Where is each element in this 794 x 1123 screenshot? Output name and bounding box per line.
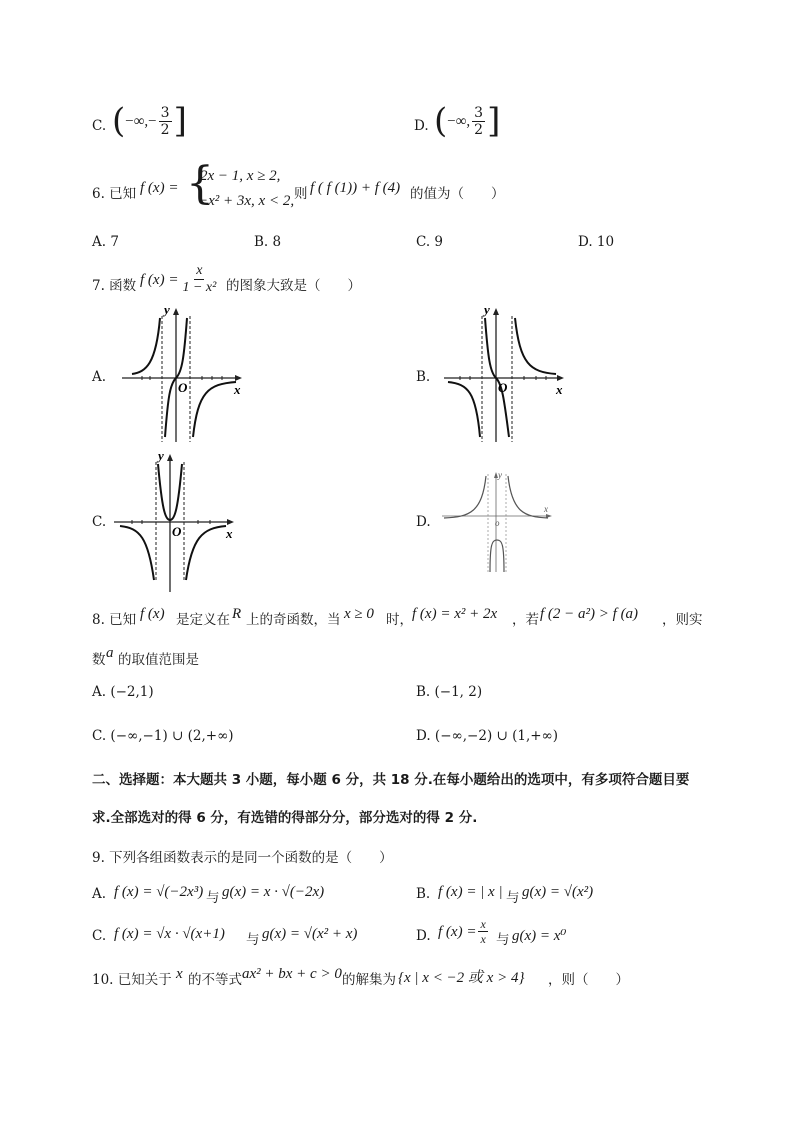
q9-option-b-label: B. [416, 886, 431, 902]
section-2-heading-line1: 二、选择题：本大题共 3 小题，每小题 6 分，共 18 分.在每小题给出的选项中，有多项符合题目要 [92, 772, 690, 788]
q10-text-c: 的解集为 [342, 972, 396, 988]
q8-fx: f (x) [140, 606, 165, 622]
q7-function: f (x) = $\frac{x}{\text{1 − x²}}$ [140, 263, 217, 295]
q6-then: 则 [294, 186, 308, 202]
q6-prefix: 6. 已知 [92, 186, 137, 202]
q6-option-c: C. 9 [416, 234, 444, 250]
q5-option-d-expr: (−∞, $\frac{3}{2}$ ] [434, 101, 501, 141]
q8-option-d: D. (−∞,−2) ∪ (1,+∞) [416, 728, 559, 744]
graph-d [440, 468, 560, 576]
q10-prefix: 10. 已知关于 [92, 972, 172, 988]
q6-option-d: D. 10 [578, 234, 615, 250]
q9-option-b-g: g(x) = √(x²) [522, 884, 594, 900]
q7-option-d-label: D. [416, 514, 431, 530]
q8-equation: f (x) = x² + 2x [412, 606, 498, 622]
graph-c [112, 448, 242, 594]
q9-option-c-mid: 与 [246, 932, 260, 948]
q6-option-a: A. 7 [92, 234, 119, 250]
graph-a-y-label: y [164, 302, 170, 317]
q8-option-c: C. (−∞,−1) ∪ (2,+∞) [92, 728, 234, 744]
graph-a-origin-label: O [178, 380, 188, 395]
q9-option-d-mid: 与 [496, 932, 510, 948]
section-2-heading-line2: 求.全部选对的得 6 分，有选错的得部分分，部分选对的得 2 分. [92, 810, 478, 826]
q8-text-c: 上的奇函数，当 [246, 612, 341, 628]
q10-var-x: x [176, 966, 183, 982]
q7-suffix: 的图象大致是（ ） [226, 278, 361, 294]
q6-expression: f ( f (1)) + f (4) [310, 180, 401, 196]
q8-text-d: 时， [386, 612, 413, 628]
q9-option-b-mid: 与 [506, 890, 520, 906]
graph-b-origin-label: O [498, 380, 508, 395]
q8-prefix: 8. 已知 [92, 612, 137, 628]
q6-brace: { [186, 158, 214, 209]
q5-option-d-label: D. [414, 118, 429, 134]
q7-option-c-label: C. [92, 514, 107, 530]
q6-case-1: 2x − 1, x ≥ 2, [200, 168, 281, 184]
q9-option-c-f: f (x) = √x · √(x+1) [114, 926, 225, 942]
graph-b-y-label: y [484, 302, 490, 317]
q9-option-a-label: A. [92, 886, 107, 902]
q8-var-a: a [106, 645, 114, 661]
q7-prefix: 7. 函数 [92, 278, 137, 294]
graph-c-x-label: x [226, 526, 233, 541]
q9-option-d-label: D. [416, 928, 431, 944]
q8-text-b: 是定义在 [176, 612, 230, 628]
q8-option-b: B. (−1, 2) [416, 684, 483, 700]
q7-option-a-label: A. [92, 369, 107, 385]
q10-inequality: ax² + bx + c > 0 [242, 966, 342, 982]
q6-suffix: 的值为（ ） [410, 186, 505, 202]
graph-d-x-label: x [544, 504, 548, 514]
q9-option-a-f: f (x) = √(−2x³) [114, 884, 204, 900]
q6-function: f (x) = [140, 180, 179, 196]
q7-option-b-label: B. [416, 369, 431, 385]
q9-option-b-f: f (x) = | x | [438, 884, 503, 900]
graph-c-origin-label: O [172, 524, 182, 539]
q8-line2-a: 数 [92, 652, 106, 668]
q8-option-a: A. (−2,1) [92, 684, 154, 700]
graph-d-y-label: y [498, 470, 502, 480]
q8-condition: x ≥ 0 [344, 606, 374, 622]
q9-option-a-mid: 与 [206, 890, 220, 906]
q9-option-d-f: f (x) = $\frac{x}{x}$ [438, 917, 486, 946]
graph-d-origin-label: o [495, 518, 500, 528]
graph-a [118, 302, 248, 444]
q8-line2-b: 的取值范围是 [118, 652, 199, 668]
q10-text-b: 的不等式 [188, 972, 242, 988]
q8-text-e: ，若 [512, 612, 539, 628]
q6-case-2: −x² + 3x, x < 2, [198, 193, 295, 209]
q10-solution-set: {x | x < −2 或 x > 4} [398, 970, 525, 986]
graph-b [440, 302, 570, 444]
q9-option-a-g: g(x) = x · √(−2x) [222, 884, 325, 900]
q6-option-b: B. 8 [254, 234, 282, 250]
graph-c-y-label: y [158, 448, 164, 463]
q5-option-c-expr: (−∞,− $\frac{3}{2}$ ] [112, 101, 187, 141]
q9-option-d-g: g(x) = x⁰ [512, 928, 567, 944]
q9-stem: 9. 下列各组函数表示的是同一个函数的是（ ） [92, 850, 393, 866]
q8-text-f: ，则实 [662, 612, 703, 628]
q5-option-c-label: C. [92, 118, 107, 134]
graph-b-x-label: x [556, 382, 563, 397]
graph-a-x-label: x [234, 382, 241, 397]
q8-inequality: f (2 − a²) > f (a) [540, 606, 639, 622]
q10-suffix: ，则（ ） [548, 972, 629, 988]
q9-option-c-g: g(x) = √(x² + x) [262, 926, 358, 942]
q8-R: R [232, 606, 242, 622]
q9-option-c-label: C. [92, 928, 107, 944]
